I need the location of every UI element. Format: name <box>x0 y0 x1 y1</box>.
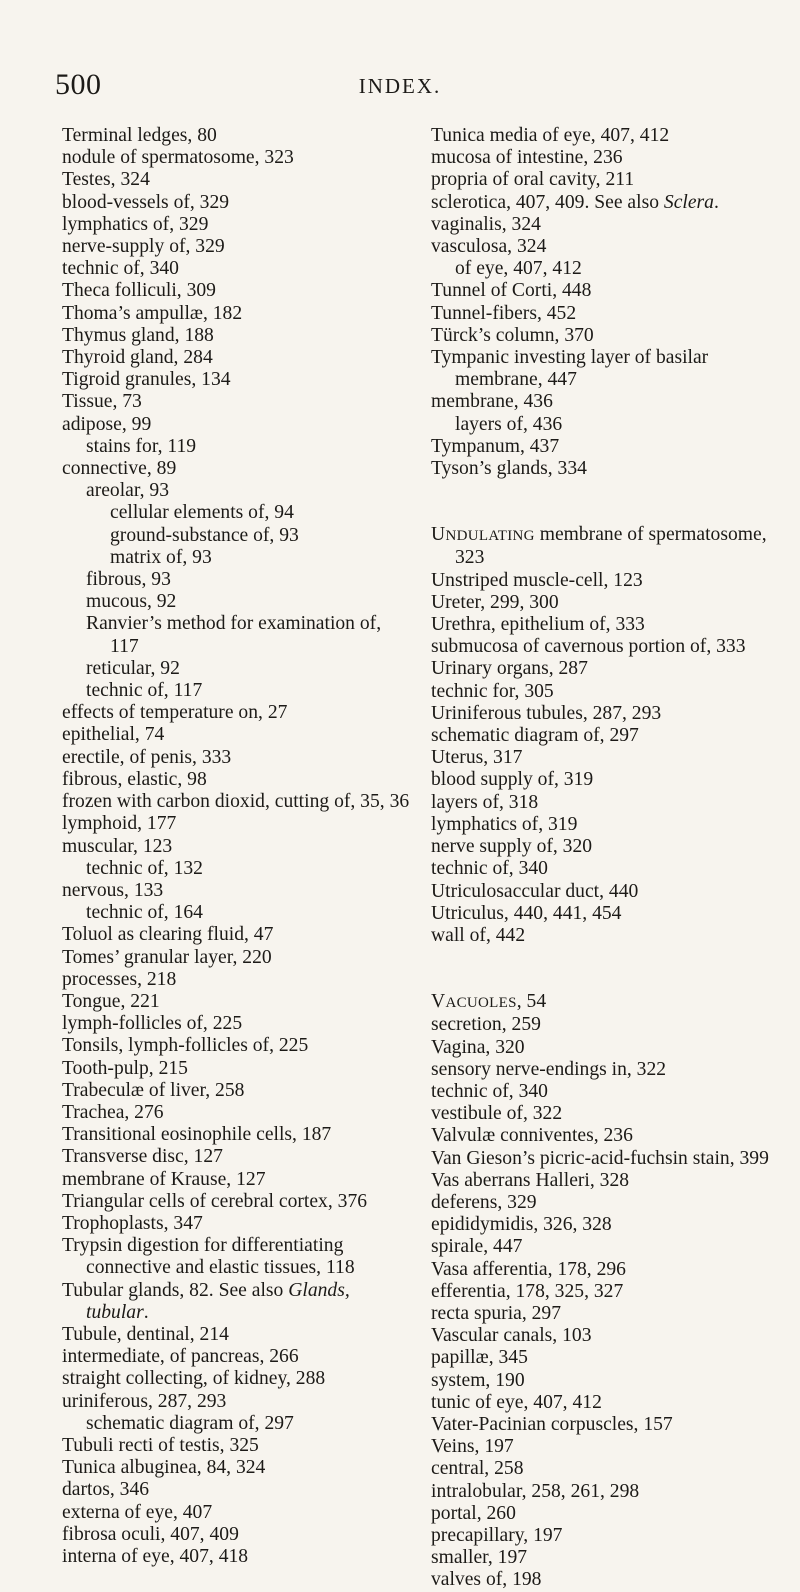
page-number: 500 <box>55 68 102 101</box>
section-lead-word: UNDULATING <box>431 524 535 546</box>
index-entry: Tubular glands, 82. See also Glands, tubular. <box>62 1279 350 1323</box>
entry-text: of eye, 407, 412 <box>455 258 582 280</box>
entry-text: epididymidis, 326, 328 <box>431 1214 612 1236</box>
running-head: INDEX. <box>358 74 442 98</box>
entry-text: Thyroid gland, 284 <box>62 347 213 369</box>
entry-text: Tyson’s glands, 334 <box>431 458 587 480</box>
index-entry <box>62 125 414 147</box>
index-subentry <box>62 613 414 657</box>
index-subentry <box>431 1392 771 1414</box>
entry-text: Transitional eosinophile cells, 187 <box>62 1124 332 1146</box>
entry-text: nerve-supply of, 329 <box>62 236 225 258</box>
entry-text: membrane, 436 <box>431 391 553 413</box>
entry-text: Vagina, 320 <box>431 1036 525 1058</box>
index-subentry <box>431 236 771 258</box>
index-entry <box>62 991 414 1013</box>
index-entry <box>431 1125 771 1147</box>
entry-text: technic of, 340 <box>62 258 179 280</box>
entry-text: efferentia, 178, 325, 327 <box>431 1280 624 1302</box>
index-subentry <box>431 1458 771 1480</box>
entry-text: reticular, 92 <box>86 657 180 679</box>
entry-text: Vascular canals, 103 <box>431 1325 592 1347</box>
entry-text: vestibule of, 322 <box>431 1103 563 1125</box>
entry-text: Thoma’s ampullæ, 182 <box>62 302 243 324</box>
index-subentry <box>62 1368 414 1390</box>
index-subentry <box>62 1546 414 1568</box>
index-entry <box>62 1102 414 1124</box>
entry-text: technic of, 340 <box>431 858 548 880</box>
entry-text: Uterus, 317 <box>431 747 523 769</box>
entry-text: membrane of spermatosome, 323 <box>455 524 767 569</box>
index-subentry <box>62 480 414 502</box>
index-subentry <box>431 1569 771 1591</box>
entry-text: , 54 <box>516 991 547 1013</box>
index-subentry <box>62 414 414 436</box>
entry-text: Valvulæ conniventes, 236 <box>431 1125 633 1147</box>
entry-text: smaller, 197 <box>431 1547 528 1569</box>
index-subentry <box>62 680 414 702</box>
entry-text: Tissue, 73 <box>62 391 142 413</box>
index-subentry <box>431 836 771 858</box>
entry-text: precapillary, 197 <box>431 1524 563 1546</box>
entry-text: lymph-follicles of, 225 <box>62 1013 243 1035</box>
index-entry <box>62 1080 414 1102</box>
entry-text: papillæ, 345 <box>431 1347 528 1369</box>
entry-text: Theca folliculi, 309 <box>62 280 216 302</box>
entry-text: Tooth-pulp, 215 <box>62 1057 188 1079</box>
index-entry <box>62 924 414 946</box>
entry-text: Urethra, epithelium of, 333 <box>431 614 645 636</box>
entry-text: Trypsin digestion for differentiating connective and elastic tissues, 118 <box>62 1235 355 1279</box>
entry-text: Tunnel-fibers, 452 <box>431 302 577 324</box>
entry-text: nervous, 133 <box>62 879 164 901</box>
index-subentry <box>62 724 414 746</box>
index-entry <box>62 1213 414 1235</box>
entry-text: intralobular, 258, 261, 298 <box>431 1480 640 1502</box>
entry-text: fibrous, elastic, 98 <box>62 768 207 790</box>
section-gap <box>431 947 771 991</box>
index-entry <box>431 903 771 925</box>
entry-text: Toluol as clearing fluid, 47 <box>62 924 274 946</box>
entry-text: layers of, 318 <box>431 791 539 813</box>
entry-text: system, 190 <box>431 1369 525 1391</box>
entry-text: Tympanum, 437 <box>431 435 560 457</box>
index-entry <box>62 1457 414 1479</box>
index-entry <box>431 1170 771 1192</box>
index-subentry <box>62 192 414 214</box>
index-subentry <box>62 769 414 791</box>
index-subentry <box>431 814 771 836</box>
index-subentry <box>431 925 771 947</box>
index-subentry <box>431 1303 771 1325</box>
entry-text: deferens, 329 <box>431 1191 537 1213</box>
entry-text: dartos, 346 <box>62 1479 150 1501</box>
index-subentry <box>431 1481 771 1503</box>
entry-text: mucous, 92 <box>86 591 177 613</box>
index-subentry <box>62 214 414 236</box>
entry-text: propria of oral cavity, 211 <box>431 169 635 191</box>
index-subentry <box>431 258 771 280</box>
index-entry <box>62 1146 414 1168</box>
index-entry <box>431 303 771 325</box>
entry-text: Trophoplasts, 347 <box>62 1212 203 1234</box>
entry-text: Ranvier’s method for examination of, 117 <box>86 613 382 657</box>
index-subentry <box>62 813 414 835</box>
index-entry <box>62 1191 414 1213</box>
index-subentry <box>431 1014 771 1036</box>
entry-text: Tunica media of eye, 407, 412 <box>431 125 670 146</box>
index-subentry <box>62 569 414 591</box>
entry-text: Vater-Pacinian corpuscles, 157 <box>431 1413 673 1435</box>
index-subentry <box>62 258 414 280</box>
entry-text: Tympanic investing layer of basilar membrane, 447 <box>431 347 709 391</box>
entry-text: Urinary organs, 287 <box>431 658 588 680</box>
entry-text: valves of, 198 <box>431 1569 542 1591</box>
entry-text: blood supply of, 319 <box>431 769 594 791</box>
index-entry <box>431 1148 771 1170</box>
index-entry <box>431 570 771 592</box>
entry-text: lymphatics of, 319 <box>431 813 578 835</box>
entry-text: Tunica albuginea, 84, 324 <box>62 1457 266 1479</box>
index-entry <box>62 280 414 302</box>
entry-text: vaginalis, 324 <box>431 213 541 235</box>
entry-text: submucosa of cavernous portion of, 333 <box>431 636 746 658</box>
entry-text: lymphoid, 177 <box>62 813 177 835</box>
index-subentry <box>62 858 414 880</box>
index-entry <box>62 325 414 347</box>
index-entry <box>62 347 414 369</box>
index-entry <box>431 125 771 147</box>
entry-text: secretion, 259 <box>431 1014 541 1036</box>
entry-text: intermediate, of pancreas, 266 <box>62 1346 299 1368</box>
index-subentry <box>62 902 414 924</box>
index-subentry <box>62 880 414 902</box>
cross-reference: Sclera <box>663 191 714 213</box>
index-subentry <box>431 1103 771 1125</box>
entry-text: technic of, 340 <box>431 1080 548 1102</box>
entry-text: Transverse disc, 127 <box>62 1146 223 1168</box>
index-entry <box>431 1414 771 1436</box>
entry-text: Tubular glands, 82. See also <box>62 1279 289 1301</box>
entry-text: Testes, 324 <box>62 169 150 191</box>
entry-text: technic for, 305 <box>431 680 554 702</box>
index-subentry <box>431 858 771 880</box>
index-subentry <box>431 169 771 191</box>
entry-text: Triangular cells of cerebral cortex, 376 <box>62 1190 368 1212</box>
entry-text: cellular elements of, 94 <box>110 502 294 524</box>
index-entry <box>431 347 771 391</box>
entry-text: spirale, 447 <box>431 1236 523 1258</box>
entry-text: adipose, 99 <box>62 413 152 435</box>
entry-text: matrix of, 93 <box>110 546 212 568</box>
index-subentry <box>431 792 771 814</box>
index-subentry <box>431 1059 771 1081</box>
index-subentry <box>431 1525 771 1547</box>
index-subentry <box>62 1391 414 1413</box>
entry-text: frozen with carbon dioxid, cutting of, 35, 36 <box>62 791 410 813</box>
entry-text: sensory nerve-endings in, 322 <box>431 1058 667 1080</box>
index-subentry <box>431 1281 771 1303</box>
index-subentry <box>62 969 414 991</box>
entry-text: processes, 218 <box>62 968 177 990</box>
index-subentry <box>62 502 414 524</box>
index-subentry <box>431 769 771 791</box>
index-subentry <box>62 547 414 569</box>
entry-text: Utriculosaccular duct, 440 <box>431 880 639 902</box>
entry-text: connective, 89 <box>62 458 177 480</box>
entry-text: Utriculus, 440, 441, 454 <box>431 902 622 924</box>
entry-text: nerve supply of, 320 <box>431 836 593 858</box>
entry-text: fibrous, 93 <box>86 569 171 591</box>
entry-text: Tigroid granules, 134 <box>62 369 231 391</box>
index-entry <box>431 1259 771 1281</box>
index-subentry <box>62 747 414 769</box>
entry-text: layers of, 436 <box>455 413 563 435</box>
index-subentry <box>62 1169 414 1191</box>
index-entry <box>431 747 771 769</box>
entry-text: Veins, 197 <box>431 1436 514 1458</box>
index-subentry <box>431 391 771 413</box>
entry-text: muscular, 123 <box>62 835 173 857</box>
index-subentry <box>431 1192 771 1214</box>
index-entry <box>62 1058 414 1080</box>
index-subentry <box>431 1547 771 1569</box>
index-entry <box>431 991 771 1014</box>
entry-text: interna of eye, 407, 418 <box>62 1546 249 1567</box>
entry-text: erectile, of penis, 333 <box>62 746 232 768</box>
entry-text: Tubuli recti of testis, 325 <box>62 1434 259 1456</box>
cross-reference: Glands, tubular <box>86 1279 350 1323</box>
index-entry <box>431 592 771 614</box>
index-subentry <box>431 147 771 169</box>
entry-text: Trabeculæ of liver, 258 <box>62 1079 245 1101</box>
entry-text: Uriniferous tubules, 287, 293 <box>431 702 662 724</box>
index-subentry <box>62 836 414 858</box>
entry-text: Tomes’ granular layer, 220 <box>62 946 272 968</box>
index-entry <box>431 458 771 480</box>
entry-text: nodule of spermatosome, 323 <box>62 147 294 169</box>
entry-text: Türck’s column, 370 <box>431 324 594 346</box>
entry-text: stains for, 119 <box>86 435 197 457</box>
entry-text: Unstriped muscle-cell, 123 <box>431 569 643 591</box>
entry-text: Tunnel of Corti, 448 <box>431 280 592 302</box>
index-subentry <box>431 725 771 747</box>
entry-text: ground-substance of, 93 <box>110 524 299 546</box>
index-entry <box>431 703 771 725</box>
entry-text: fibrosa oculi, 407, 409 <box>62 1523 239 1545</box>
entry-text: Trachea, 276 <box>62 1101 164 1123</box>
index-subentry <box>62 1013 414 1035</box>
index-entry <box>431 658 771 680</box>
entry-text: externa of eye, 407 <box>62 1501 213 1523</box>
entry-text: Tongue, 221 <box>62 990 160 1012</box>
entry-text: sclerotica, 407, 409. See also <box>431 191 664 213</box>
entry-text: vasculosa, 324 <box>431 236 547 258</box>
index-subentry: sclerotica, 407, 409. See also Sclera. <box>431 191 719 213</box>
entry-text: schematic diagram of, 297 <box>86 1412 294 1434</box>
index-entry <box>431 881 771 903</box>
index-subentry <box>62 1479 414 1501</box>
index-subentry <box>62 147 414 169</box>
index-entry <box>62 1124 414 1146</box>
index-subentry <box>431 636 771 658</box>
entry-text: portal, 260 <box>431 1502 516 1524</box>
index-entry <box>431 1037 771 1059</box>
entry-text: lymphatics of, 329 <box>62 213 209 235</box>
entry-text: areolar, 93 <box>86 480 169 502</box>
index-subentry <box>431 1503 771 1525</box>
entry-text: Tonsils, lymph-follicles of, 225 <box>62 1035 309 1057</box>
index-entry <box>62 169 414 191</box>
entry-text: technic of, 164 <box>86 902 203 924</box>
index-subentry <box>431 414 771 436</box>
entry-text: Tubule, dentinal, 214 <box>62 1323 229 1345</box>
index-entry <box>62 1324 414 1346</box>
section-lead-word: VACUOLES <box>431 991 517 1013</box>
index-entry <box>62 1435 414 1457</box>
entry-text: Van Gieson’s picric-acid-fuchsin stain, 399 <box>431 1147 769 1169</box>
index-entry <box>62 1235 414 1279</box>
entry-text: blood-vessels of, 329 <box>62 191 230 213</box>
index-subentry <box>62 591 414 613</box>
index-subentry <box>62 458 414 480</box>
index-subentry <box>431 681 771 703</box>
index-subentry <box>431 1236 771 1258</box>
index-subentry <box>62 236 414 258</box>
index-entry <box>431 436 771 458</box>
index-column-left <box>62 125 414 1568</box>
index-entry <box>431 1325 771 1347</box>
entry-text: central, 258 <box>431 1458 524 1480</box>
entry-text: Ureter, 299, 300 <box>431 591 559 613</box>
index-subentry <box>431 214 771 236</box>
index-subentry <box>431 1214 771 1236</box>
index-entry <box>62 391 414 413</box>
index-entry <box>62 369 414 391</box>
entry-text: uriniferous, 287, 293 <box>62 1390 227 1412</box>
index-subentry <box>62 1524 414 1546</box>
index-entry <box>62 1035 414 1057</box>
index-subentry <box>431 1370 771 1392</box>
entry-text: technic of, 117 <box>86 680 203 702</box>
entry-text: Vas aberrans Halleri, 328 <box>431 1169 630 1191</box>
entry-text: wall of, 442 <box>431 924 526 946</box>
index-subentry <box>62 525 414 547</box>
index-entry <box>431 280 771 302</box>
index-subentry <box>62 791 414 813</box>
index-subentry <box>62 1346 414 1368</box>
section-gap <box>431 480 771 524</box>
index-subentry <box>62 1413 414 1435</box>
entry-text: effects of temperature on, 27 <box>62 702 288 724</box>
entry-text: Thymus gland, 188 <box>62 324 214 346</box>
index-subentry <box>62 436 414 458</box>
index-entry <box>431 614 771 636</box>
index-subentry <box>62 702 414 724</box>
entry-text: Terminal ledges, 80 <box>62 125 217 146</box>
entry-text: straight collecting, of kidney, 288 <box>62 1368 326 1390</box>
index-entry <box>431 524 771 569</box>
entry-text: recta spuria, 297 <box>431 1302 562 1324</box>
index-subentry <box>431 1347 771 1369</box>
index-column-right <box>431 125 771 1592</box>
index-entry <box>431 1436 771 1458</box>
entry-text: mucosa of intestine, 236 <box>431 147 623 169</box>
entry-text: schematic diagram of, 297 <box>431 725 639 747</box>
index-subentry <box>62 1502 414 1524</box>
index-entry <box>62 947 414 969</box>
index-entry <box>62 303 414 325</box>
entry-text: membrane of Krause, 127 <box>62 1168 266 1190</box>
index-subentry <box>431 1081 771 1103</box>
entry-text: technic of, 132 <box>86 857 203 879</box>
index-entry <box>431 325 771 347</box>
entry-text: epithelial, 74 <box>62 724 165 746</box>
entry-text: Vasa afferentia, 178, 296 <box>431 1258 626 1280</box>
index-subentry <box>62 658 414 680</box>
entry-text: tunic of eye, 407, 412 <box>431 1391 602 1413</box>
